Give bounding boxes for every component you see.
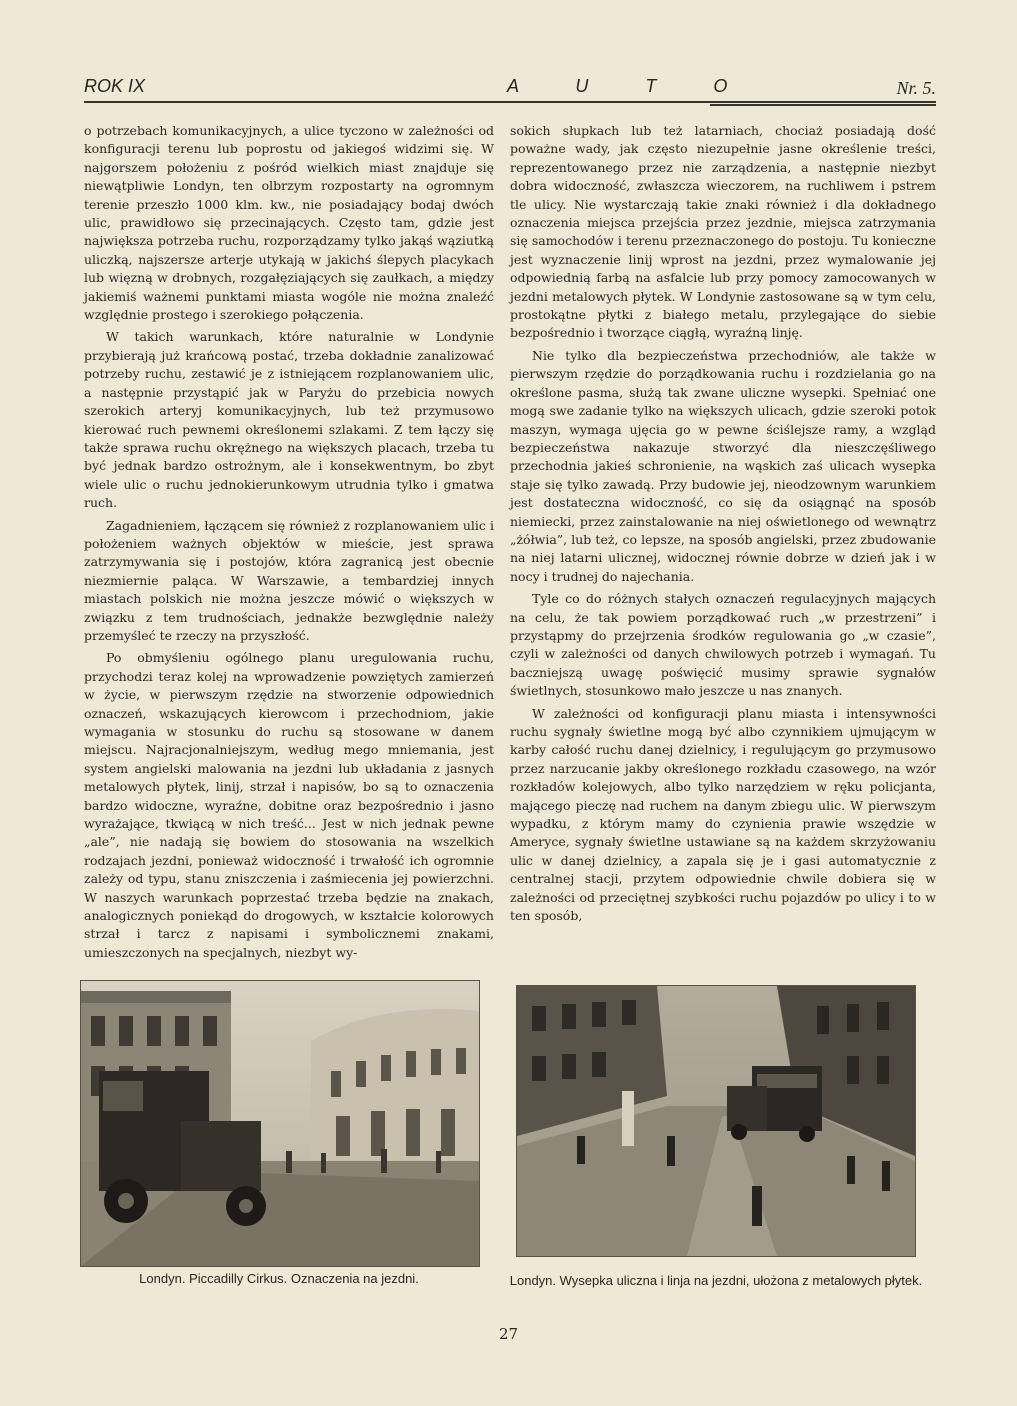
right-column bbox=[510, 122, 936, 925]
page-header bbox=[84, 76, 936, 100]
photo-street-island bbox=[516, 985, 916, 1257]
figure-caption: Londyn. Piccadilly Cirkus. Oznaczenia na jezdni. bbox=[139, 1271, 419, 1286]
issue-number: Nr. 5. bbox=[896, 78, 936, 98]
photo-piccadilly-circus bbox=[80, 980, 480, 1267]
magazine-title: A U T O bbox=[507, 76, 754, 96]
paragraph: W takich warunkach, które naturalnie w Londynie przybierają już krańcową postać, trzeba dokładnie zanalizować potrzeby ruchu, zestawić je z istniejącem rozplanowaniem ulic, a następnie przystąpić jak w Paryżu do przebicia nowych szerokich arteryj komunikacyjnych, lub też przymusowo kierować ruch pewnemi określonemi szlakami. Z tem łączy się także sprawa ruchu okrężnego na większych placach, trzeba tu być jednak bardzo ostrożnym, ale i konsekwentnym, bo zbyt wiele ulic o ruchu jednokierunkowym utrudnia tylko i gmatwa ruch. bbox=[84, 329, 494, 511]
paragraph: sokich słupkach lub też latarniach, chociaż posiadają dość poważne wady, jak często niezupełnie jasne określenie treści, reprezentowanego przez nie zarządzenia, a następnie niezbyt dobra widoczność, zwłaszcza wieczorem, na ruchliwem i pstrem tle ulicy. Nie wystarczają takie znaki również i dla dokładnego oznaczenia miejsca przejścia przez jezdnie, miejsca zatrzymania się samochodów i terenu przeznaczonego do postoju. Tu konieczne jest wyznaczenie linij wprost na jezdni, przez wymalowanie jej odpowiednią farbą na asfalcie lub przy pomocy zamocowanych w jezdni metalowych płytek. W Londynie zastosowane są w tym celu, prostokątne płytki z białego metalu, przylegające do siebie bezpośrednio i tworzące ciągłą, wyraźną linję. bbox=[510, 123, 936, 341]
left-column bbox=[84, 122, 494, 962]
header-rule-double bbox=[710, 104, 936, 106]
paragraph: Nie tylko dla bezpieczeństwa przechodniów, ale także w pierwszym rzędzie do porządkowania ruchu i rozdzielania go na określone pasma, służą tak zwane uliczne wysepki. Spełniać one mogą swe zadanie tylko na większych ulicach, gdzie szeroki potok maszyn, wymaga ujęcia go w pewne ściślejsze ramy, a wzgląd bezpieczeństwa nakazuje stworzyć dla nieszczęśliwego przechodnia jakieś schronienie, na wąskich zaś ulicach wysepka staje się tylko zawadą. Przy budowie jej, nieodzownym warunkiem jest dostateczna widoczność, co się da osiągnąć na sposób niemiecki, przez zainstalowanie na niej oświetlonego od wewnątrz „żółwia”, lub też, co lepsze, na sposób angielski, przez zbudowanie na niej latarni ulicznej, widocznej równie dobrze w dzień jak i w nocy i trudnej do najechania. bbox=[510, 347, 936, 584]
paragraph: Zagadnieniem, łączącem się również z rozplanowaniem ulic i położeniem ważnych objektów w mieście, jest sprawa zatrzymywania się i postojów, która zagranicą jest obecnie niezmiernie paląca. W Warszawie, a tembardziej innych miastach polskich nie można jeszcze mówić o większych w związku z tem trudnościach, jednakże bezwględnie należy przemyśleć te rzeczy na przyszłość. bbox=[84, 517, 494, 643]
header-rule bbox=[84, 101, 936, 103]
volume-label: ROK IX bbox=[84, 76, 146, 96]
figure-caption: Londyn. Wysepka uliczna i linja na jezdni, ułożona z metalowych płytek. bbox=[509, 1273, 923, 1288]
page-number: 27 bbox=[498, 1325, 519, 1343]
paragraph: o potrzebach komunikacyjnych, a ulice tyczono w zależności od konfiguracji terenu lub poprostu od jakiegoś widzimi się. W najgorszem położeniu z pośród wielkich miast znajduje się niewątpliwie Londyn, ten olbrzym rozpostarty na ogromnym terenie przeszło 1000 klm. kw., nie posiadający bodaj dwóch ulic, prawidłowo się przecinających. Często tam, gdzie jest największa potrzeba ruchu, rozporządzamy tylko jakąś wąziutką uliczką, najszersze arterje utykają w jakichś ślepych placykach lub więzną w drobnych, rozgałęziających się zaułkach, a między jakiemiś ważnemi punktami miasta wogóle nie można znaleźć względnie prostego i szerokiego połączenia. bbox=[84, 123, 494, 323]
paragraph: Po obmyśleniu ogólnego planu uregulowania ruchu, przychodzi teraz kolej na wprowadzenie powziętych zamierzeń w życie, w pierwszym rzędzie na stworzenie odpowiednich oznaczeń, wskazujących kierowcom i przechodniom, jakie wymagania w stosunku do ruchu są stosowane w danem miejscu. Najracjonalniejszym, według mego mniemania, jest system angielski malowania na jezdni lub układania z jasnych metalowych płytek, linij, strzał i napisów, bo są to oznaczenia bardzo widoczne, wyraźne, dobitne oraz bezpośrednio i jasno wyrażające, tkwiącą w nich treść... Jest w nich jednak pewne „ale”, nie nadają się bowiem do stosowania na wszelkich rodzajach jezdni, ponieważ widoczność i trwałość ich ogromnie zależy od typu, stanu zniszczenia i zaśmiecenia jej powierzchni. W naszych warunkach poprzestać trzeba będzie na znakach, analogicznych poniekąd do drogowych, w kształcie kolorowych strzał i tarcz z napisami i symbolicznemi znakami, umieszczonych na specjalnych, niezbyt wy- bbox=[84, 650, 494, 960]
paragraph: W zależności od konfiguracji planu miasta i intensywności ruchu sygnały świetlne mogą być albo czynnikiem ujmującym w karby całość ruchu danej dzielnicy, i regulującym go przymusowo przez narzucanie jakby określonego rozkładu czasowego, na wzór rozkładów kolejowych, albo tylko narzędziem w ręku policjanta, mającego pieczę nad ruchem na danym zbiegu ulic. W pierwszym wypadku, z którym mamy do czynienia prawie wszędzie w Ameryce, sygnały świetlne ustawiane są na każdem skrzyżowaniu ulic w danej dzielnicy, a zapala się je i gasi automatycznie z centralnej stacji, przytem odpowiednie chwile dobiera się w zależności od przeciętnej szybkości ruchu pojazdów po ulicy i to w ten sposób, bbox=[510, 705, 936, 924]
paragraph: Tyle co do różnych stałych oznaczeń regulacyjnych mających na celu, że tak powiem porządkować ruch „w przestrzeni” i przystąpmy do przejrzenia środków regulowania go „w czasie”, czyli w zależności od danych chwilowych potrzeb i wymagań. Tu baczniejszą uwagę poświęcić musimy sprawie sygnałów świetlnych, stosunkowo mało jeszcze u nas znanych. bbox=[510, 591, 936, 699]
